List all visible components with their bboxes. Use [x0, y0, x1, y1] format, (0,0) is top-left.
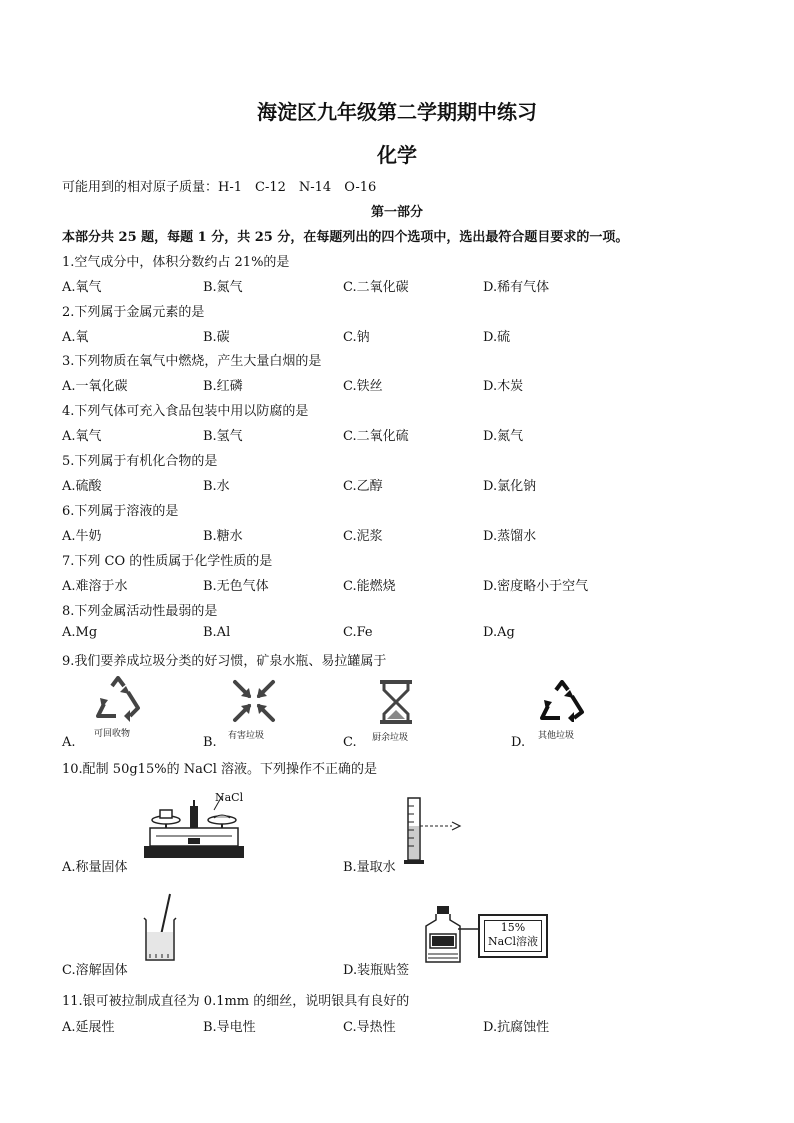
caption-hazardous: 有害垃圾	[228, 731, 265, 741]
label-percent: 15%	[500, 921, 526, 934]
subject-title: 化学	[377, 143, 417, 167]
option-b: B.糖水	[203, 529, 243, 544]
option-b: B.导电性	[203, 1020, 256, 1035]
option-d: D.	[511, 735, 526, 750]
atomic-mass-line: 可能用到的相对原子质量：H-1 C-12 N-14 O-16	[62, 180, 377, 195]
question-stem: 6.下列属于溶液的是	[62, 504, 179, 519]
option-a: A.氧气	[62, 280, 102, 295]
option-d: D.密度略小于空气	[483, 579, 589, 594]
label-solution: NaCl溶液	[487, 935, 539, 948]
caption-other: 其他垃圾	[538, 731, 575, 741]
arrow-icon	[458, 927, 480, 931]
option-a: A.难溶于水	[62, 579, 128, 594]
option-b: B.量取水	[343, 860, 396, 875]
option-a: A.称量固体	[62, 860, 128, 875]
option-c: C.导热性	[343, 1020, 396, 1035]
question-stem: 5.下列属于有机化合物的是	[62, 454, 218, 469]
option-d: D.Ag	[483, 625, 515, 640]
option-d: D.稀有气体	[483, 280, 550, 295]
option-c: C.二氧化硫	[343, 429, 409, 444]
option-c: C.能燃烧	[343, 579, 396, 594]
caption-recyclable: 可回收物	[94, 729, 131, 739]
option-d: D.抗腐蚀性	[483, 1020, 550, 1035]
question-stem: 3.下列物质在氧气中燃烧，产生大量白烟的是	[62, 354, 322, 369]
option-d: D.氯化钠	[483, 479, 537, 494]
option-c: C.二氧化碳	[343, 280, 409, 295]
question-stem: 10.配制 50g15%的 NaCl 溶液。下列操作不正确的是	[62, 762, 378, 777]
reagent-bottle-illustration	[424, 906, 462, 964]
question-stem: 4.下列气体可充入食品包装中用以防腐的是	[62, 404, 309, 419]
label-inner	[484, 920, 542, 952]
nacl-label: NaCl	[215, 791, 244, 804]
solution-label	[478, 914, 548, 958]
instructions: 本部分共 25 题，每题 1 分，共 25 分，在每题列出的四个选项中，选出最符合题目要求的一项。	[62, 230, 629, 245]
option-c: C.	[343, 735, 357, 750]
question-stem: 11.银可被拉制成直径为 0.1mm 的细丝，说明银具有良好的	[62, 994, 410, 1009]
option-b: B.水	[203, 479, 230, 494]
option-a: A.氧	[62, 330, 89, 345]
option-d: D.木炭	[483, 379, 524, 394]
question-stem: 7.下列 CO 的性质属于化学性质的是	[62, 554, 273, 569]
option-b: B.红磷	[203, 379, 243, 394]
cylinder-illustration	[404, 796, 464, 866]
beaker-illustration	[140, 892, 180, 964]
question-stem: 8.下列金属活动性最弱的是	[62, 604, 218, 619]
option-d: D.硫	[483, 330, 511, 345]
option-c: C.铁丝	[343, 379, 383, 394]
option-a: A.氧气	[62, 429, 102, 444]
recycle-icon	[538, 680, 586, 722]
option-c: C.溶解固体	[62, 963, 128, 978]
hazard-arrows-icon	[231, 678, 277, 724]
option-b: B.碳	[203, 330, 230, 345]
question-stem: 2.下列属于金属元素的是	[62, 305, 205, 320]
option-d: D.蒸馏水	[483, 529, 537, 544]
caption-kitchen: 厨余垃圾	[372, 733, 409, 743]
option-d: D.装瓶贴签	[343, 963, 410, 978]
option-b: B.	[203, 735, 217, 750]
part-heading: 第一部分	[370, 205, 423, 220]
option-b: B.无色气体	[203, 579, 269, 594]
question-stem: 1.空气成分中，体积分数约占 21%的是	[62, 255, 290, 270]
option-d: D.氮气	[483, 429, 524, 444]
option-a: A.延展性	[62, 1020, 115, 1035]
recycle-icon	[90, 676, 146, 722]
question-stem: 9.我们要养成垃圾分类的好习惯，矿泉水瓶、易拉罐属于	[62, 654, 387, 669]
option-c: C.钠	[343, 330, 370, 345]
option-c: C.Fe	[343, 625, 373, 640]
option-a: A.	[62, 735, 76, 750]
option-b: B.氢气	[203, 429, 243, 444]
option-a: A.一氧化碳	[62, 379, 128, 394]
option-c: C.乙醇	[343, 479, 383, 494]
option-b: B.Al	[203, 625, 231, 640]
option-c: C.泥浆	[343, 529, 383, 544]
exam-title: 海淀区九年级第二学期期中练习	[257, 100, 537, 124]
option-b: B.氮气	[203, 280, 243, 295]
hourglass-icon	[378, 680, 414, 724]
option-a: A.牛奶	[62, 529, 102, 544]
option-a: A.Mg	[62, 625, 98, 640]
option-a: A.硫酸	[62, 479, 102, 494]
